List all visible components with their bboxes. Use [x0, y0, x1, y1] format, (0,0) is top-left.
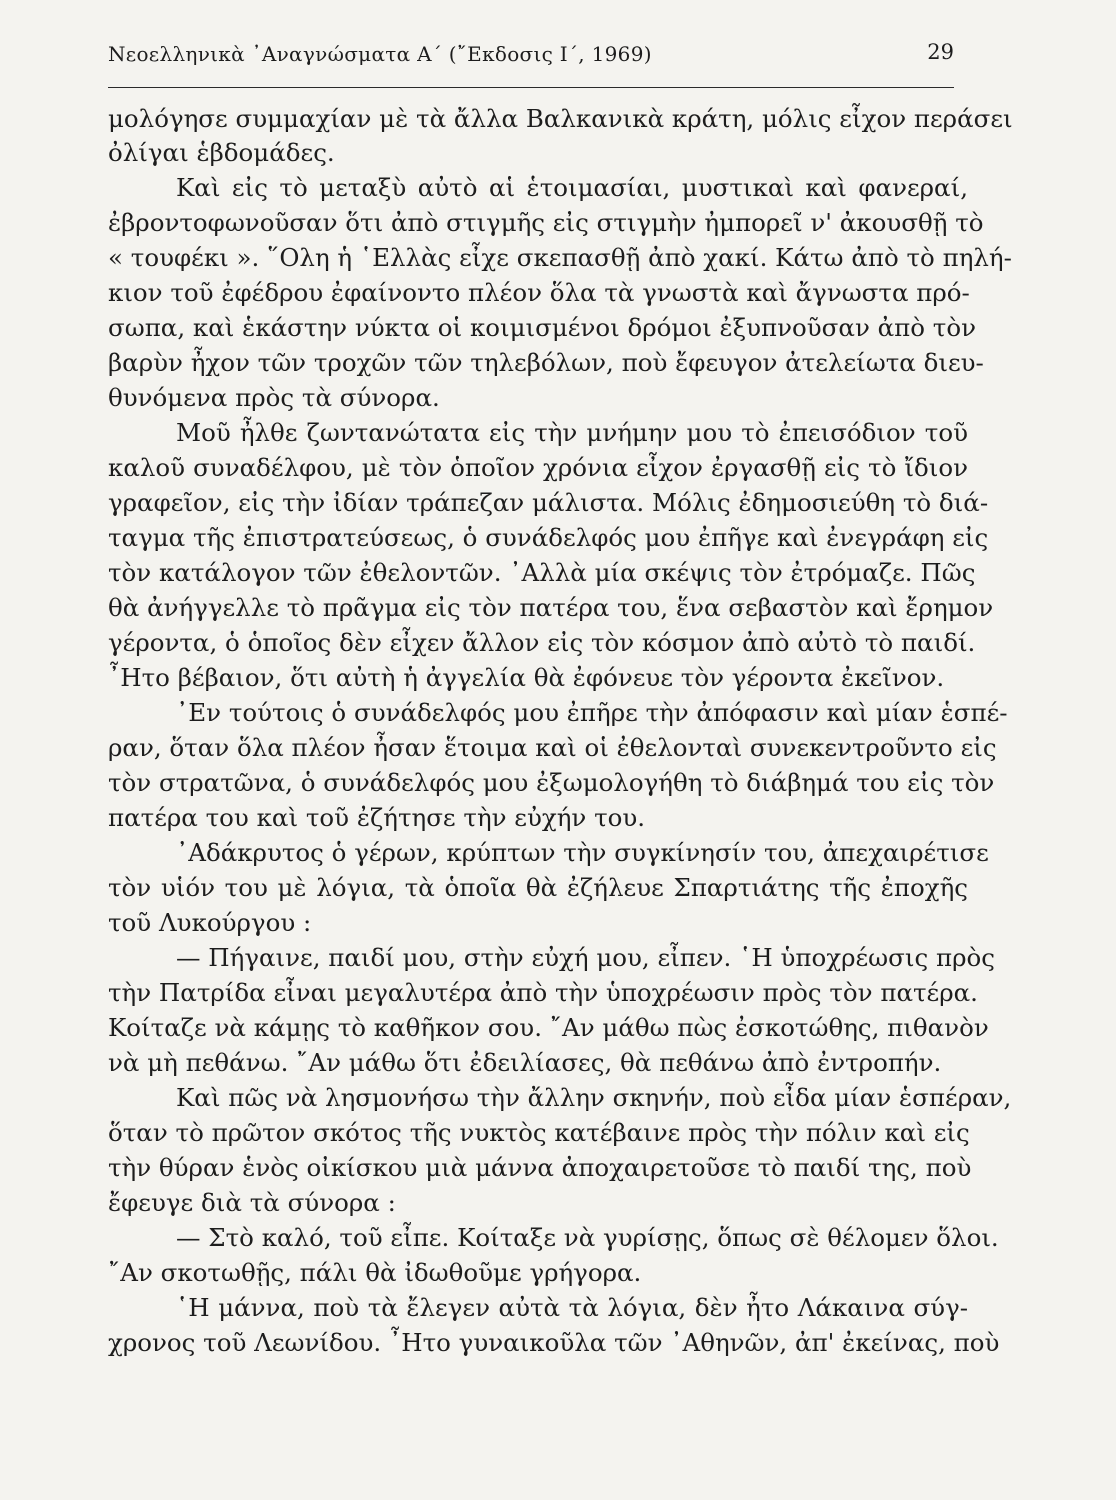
text-line: τὸν υἱόν του μὲ λόγια, τὰ ὁποῖα θὰ ἐζήλευε Σπαρτιάτης τῆς ἐποχῆς	[108, 873, 968, 902]
text-line: ᾿Εν τούτοις ὁ συνάδελφός μου ἐπῆρε τὴν ἀπόφασιν καὶ μίαν ἑσπέ-	[176, 698, 1008, 727]
text-line: ᾿Αδάκρυτος ὁ γέρων, κρύπτων τὴν συγκίνησίν του, ἀπεχαιρέτισε	[176, 838, 989, 867]
text-line: Μοῦ ἦλθε ζωντανώτατα εἰς τὴν μνήμην μου τὸ ἐπεισόδιον τοῦ	[176, 418, 968, 447]
text-line: πατέρα του καὶ τοῦ ἐζήτησε τὴν εὐχήν του.	[108, 803, 646, 832]
text-line: — Στὸ καλό, τοῦ εἶπε. Κοίταξε νὰ γυρίσῃς, ὅπως σὲ θέλομεν ὅλοι.	[176, 1223, 999, 1252]
text-line: ῾Η μάννα, ποὺ τὰ ἔλεγεν αὐτὰ τὰ λόγια, δὲν ἦτο Λάκαινα σύγ-	[176, 1293, 968, 1322]
text-line: γραφεῖον, εἰς τὴν ἰδίαν τράπεζαν μάλιστα. Μόλις ἐδημοσιεύθη τὸ διά-	[108, 488, 989, 517]
running-head-title: Νεοελληνικὰ ᾿Αναγνώσματα Α΄ (῎Εκδοσις Ι΄, 1969)	[108, 42, 652, 66]
running-head	[108, 38, 954, 74]
text-line: καλοῦ συναδέλφου, μὲ τὸν ὁποῖον χρόνια εἶχον ἐργασθῇ εἰς τὸ ἴδιον	[108, 453, 968, 482]
text-line: Καὶ πῶς νὰ λησμονήσω τὴν ἄλλην σκηνήν, ποὺ εἶδα μίαν ἑσπέραν,	[176, 1083, 1012, 1112]
text-line: τὴν Πατρίδα εἶναι μεγαλυτέρα ἀπὸ τὴν ὑποχρέωσιν πρὸς τὸν πατέρα.	[108, 978, 978, 1007]
text-line: θυνόμενα πρὸς τὰ σύνορα.	[108, 383, 440, 412]
text-line: — Πήγαινε, παιδί μου, στὴν εὐχή μου, εἶπεν. ῾Η ὑποχρέωσις πρὸς	[176, 943, 995, 972]
text-line: τὸν στρατῶνα, ὁ συνάδελφός μου ἐξωμολογήθη τὸ διάβημά του εἰς τὸν	[108, 768, 995, 797]
text-line: χρονος τοῦ Λεωνίδου. ῏Ητο γυναικοῦλα τῶν ᾿Αθηνῶν, ἀπ' ἐκείνας, ποὺ	[108, 1328, 1000, 1357]
text-line: ἔφευγε διὰ τὰ σύνορα :	[108, 1188, 396, 1217]
text-line: σωπα, καὶ ἑκάστην νύκτα οἱ κοιμισμένοι δρόμοι ἐξυπνοῦσαν ἀπὸ τὸν	[108, 313, 977, 342]
text-line: ραν, ὅταν ὅλα πλέον ἦσαν ἕτοιμα καὶ οἱ ἐθελονταὶ συνεκεντροῦντο εἰς	[108, 733, 997, 762]
text-line: τὴν θύραν ἑνὸς οἰκίσκου μιὰ μάννα ἀποχαιρετοῦσε τὸ παιδί της, ποὺ	[108, 1153, 972, 1182]
text-line: βαρὺν ἦχον τῶν τροχῶν τῶν τηλεβόλων, ποὺ ἔφευγον ἀτελείωτα διευ-	[108, 348, 984, 377]
header-rule	[108, 87, 954, 88]
text-line: κιον τοῦ ἐφέδρου ἐφαίνοντο πλέον ὅλα τὰ γνωστὰ καὶ ἄγνωστα πρό-	[108, 278, 970, 307]
text-line: τοῦ Λυκούργου :	[108, 908, 312, 937]
text-line: ῏Ητο βέβαιον, ὅτι αὐτὴ ἡ ἀγγελία θὰ ἐφόνευε τὸν γέροντα ἐκεῖνον.	[108, 663, 945, 692]
text-line: ῎Αν σκοτωθῇς, πάλι θὰ ἰδωθοῦμε γρήγορα.	[108, 1258, 642, 1287]
text-line: τὸν κατάλογον τῶν ἐθελοντῶν. ᾿Αλλὰ μία σκέψις τὸν ἐτρόμαζε. Πῶς	[108, 558, 976, 587]
text-line: ὅταν τὸ πρῶτον σκότος τῆς νυκτὸς κατέβαινε πρὸς τὴν πόλιν καὶ εἰς	[108, 1118, 970, 1147]
page-number: 29	[927, 40, 954, 64]
text-line: γέροντα, ὁ ὁποῖος δὲν εἶχεν ἄλλον εἰς τὸν κόσμον ἀπὸ αὐτὸ τὸ παιδί.	[108, 628, 976, 657]
text-line: ὀλίγαι ἑβδομάδες.	[108, 138, 335, 167]
text-line: Καὶ εἰς τὸ μεταξὺ αὐτὸ αἱ ἑτοιμασίαι, μυστικαὶ καὶ φανεραί,	[176, 173, 968, 202]
text-line: θὰ ἀνήγγελλε τὸ πρᾶγμα εἰς τὸν πατέρα του, ἕνα σεβαστὸν καὶ ἔρημον	[108, 593, 994, 622]
text-line: ἐβροντοφωνοῦσαν ὅτι ἀπὸ στιγμῆς εἰς στιγμὴν ἠμπορεῖ ν' ἀκουσθῇ τὸ	[108, 208, 984, 237]
text-line: νὰ μὴ πεθάνω. ῎Αν μάθω ὅτι ἐδειλίασες, θὰ πεθάνω ἀπὸ ἐντροπήν.	[108, 1048, 942, 1077]
text-line: μολόγησε συμμαχίαν μὲ τὰ ἄλλα Βαλκανικὰ κράτη, μόλις εἶχον περάσει	[108, 104, 1013, 133]
text-line: « τουφέκι ». ῞Ολη ἡ ῾Ελλὰς εἶχε σκεπασθῇ ἀπὸ χακί. Κάτω ἀπὸ τὸ πηλή-	[108, 243, 1012, 272]
text-line: ταγμα τῆς ἐπιστρατεύσεως, ὁ συνάδελφός μου ἐπῆγε καὶ ἐνεγράφη εἰς	[108, 523, 989, 552]
text-line: Κοίταζε νὰ κάμῃς τὸ καθῆκον σου. ῎Αν μάθω πὼς ἐσκοτώθης, πιθανὸν	[108, 1013, 989, 1042]
